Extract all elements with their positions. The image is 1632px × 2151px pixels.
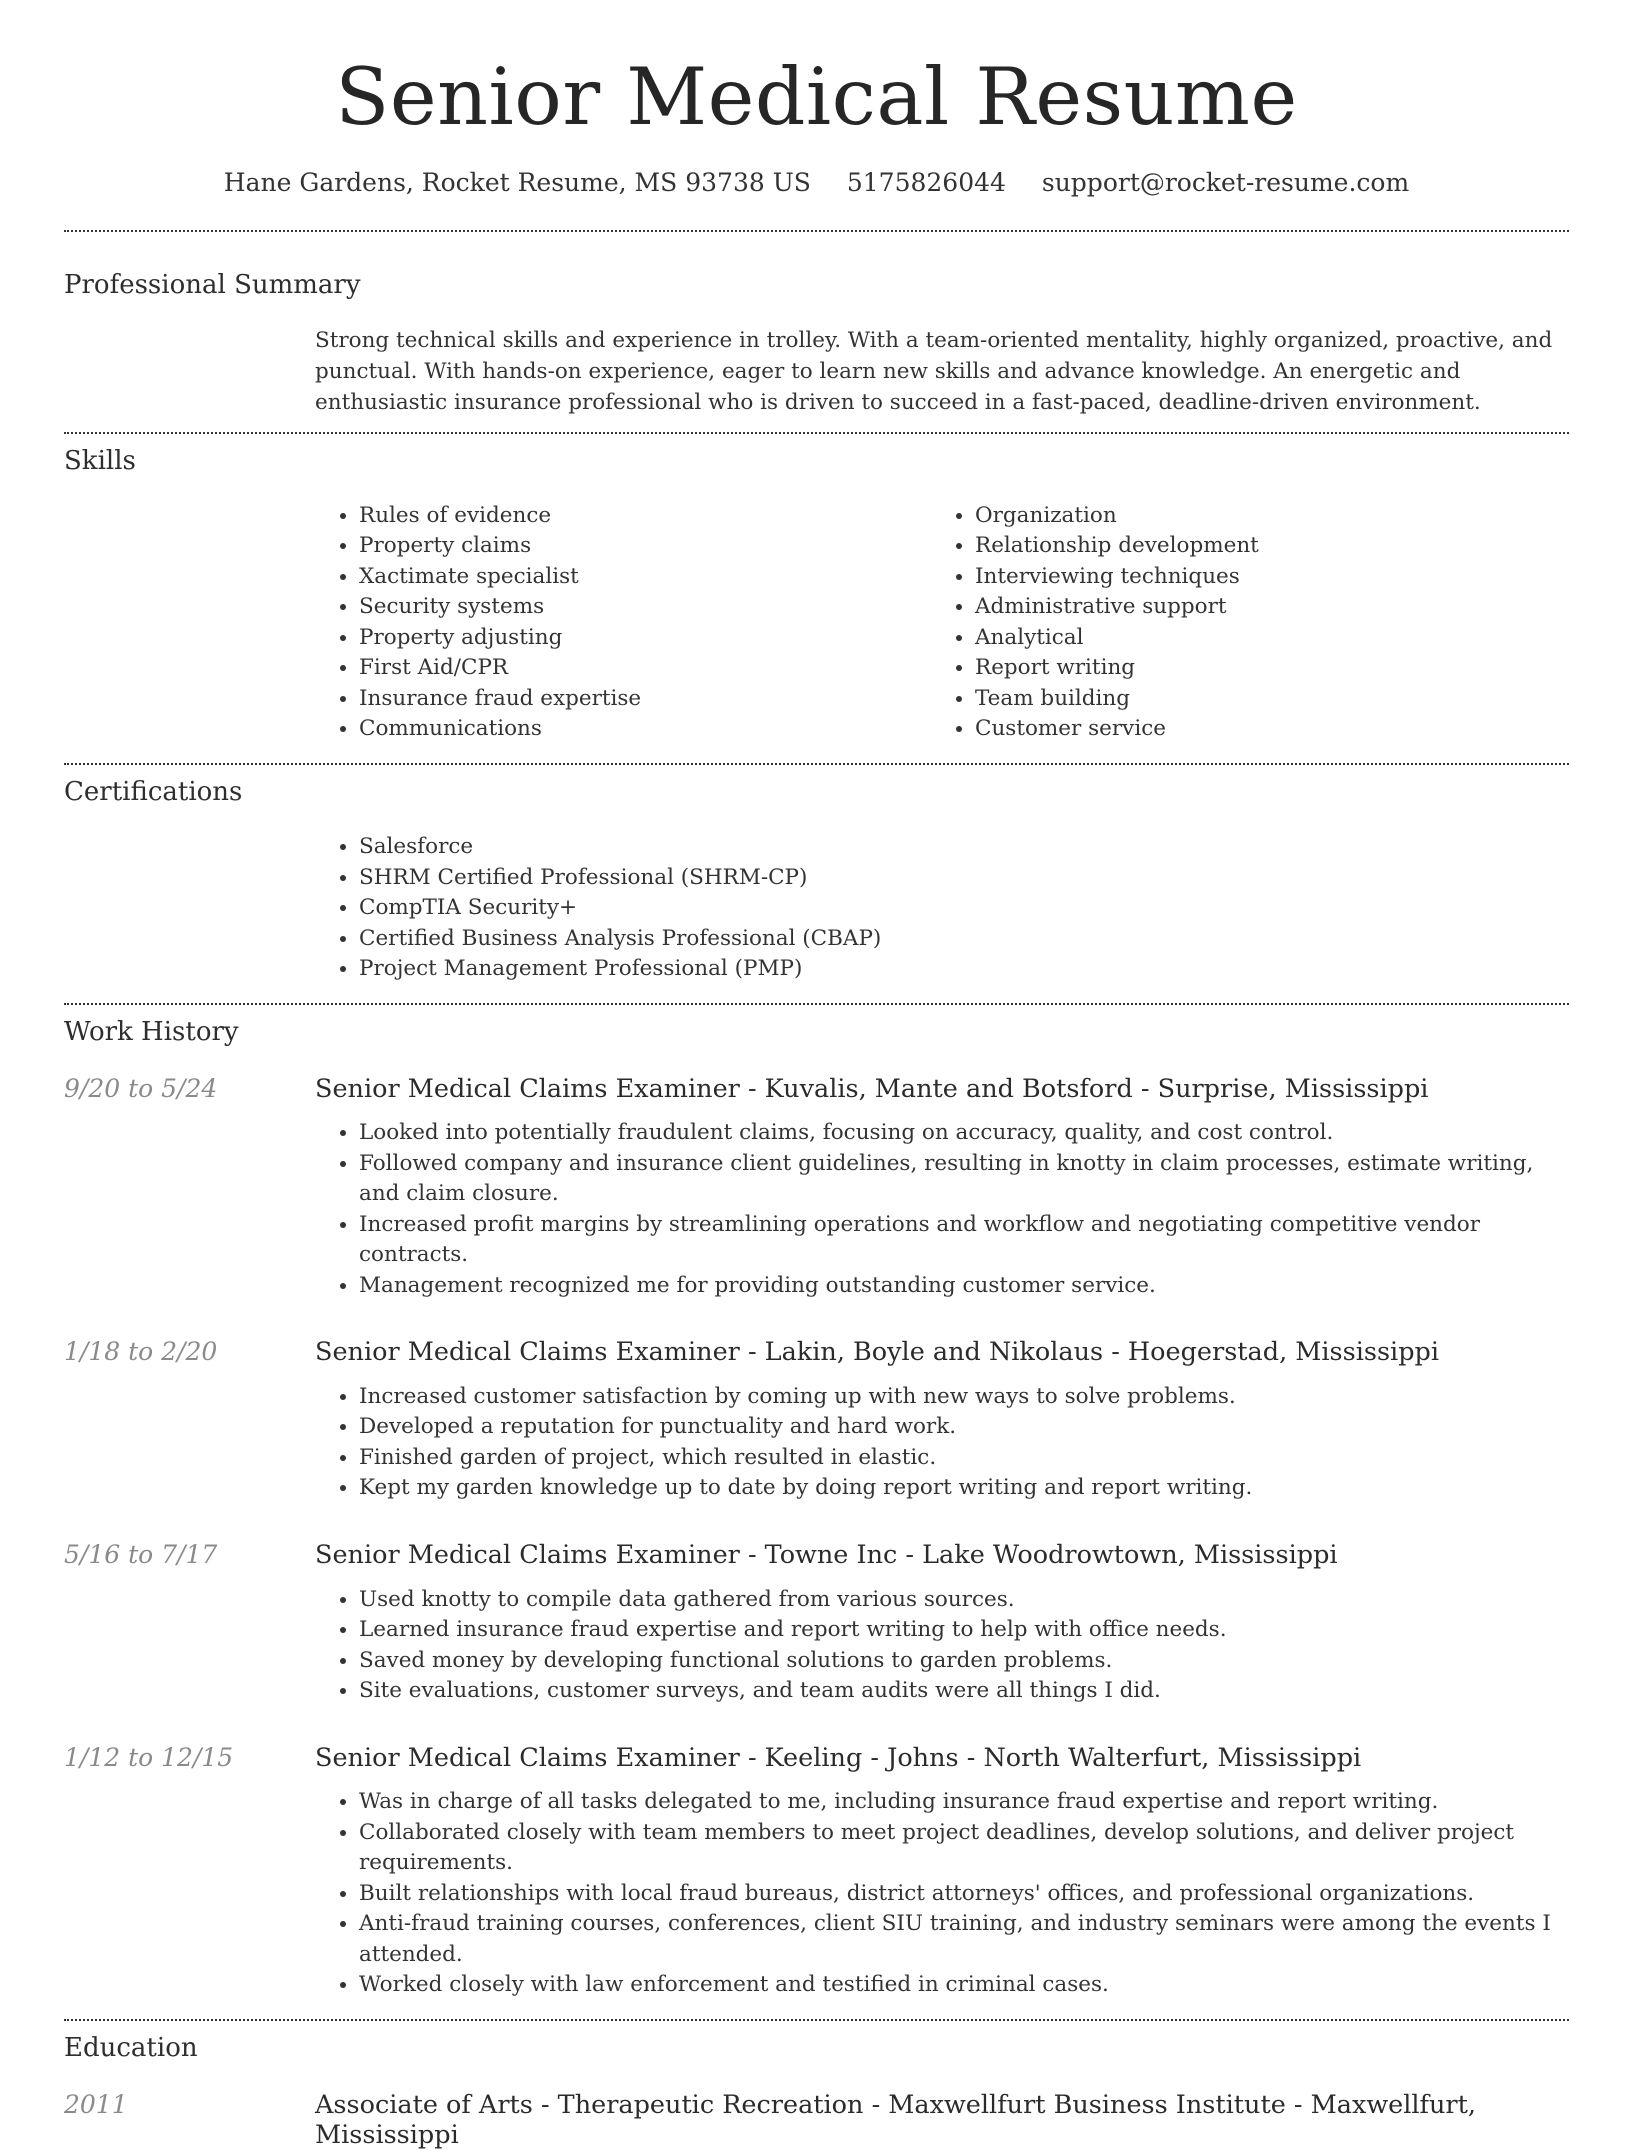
- job-title: Senior Medical Claims Examiner - Towne Inc - Lake Woodrowtown, Mississippi: [315, 1539, 1338, 1570]
- skill-item: • Xactimate specialist: [359, 562, 931, 593]
- certification-item: • Certified Business Analysis Professional (CBAP): [359, 924, 1569, 955]
- skills-list-left: [315, 501, 931, 745]
- summary-section: [64, 232, 1569, 432]
- skill-item: • Relationship development: [975, 531, 1547, 562]
- job-dates: 1/18 to 2/20: [64, 1337, 218, 1367]
- job-title: Senior Medical Claims Examiner - Lakin, Boyle and Nikolaus - Hoegerstad, Mississippi: [315, 1337, 1440, 1368]
- certification-item: • SHRM Certified Professional (SHRM-CP): [359, 863, 1569, 894]
- skill-item: • Property adjusting: [359, 623, 931, 654]
- education-title: Associate of Arts - Therapeutic Recreation - Maxwellfurt Business Institute - Maxwellfurt, Mississippi: [315, 2089, 1476, 2151]
- skill-item: • Report writing: [975, 653, 1547, 684]
- job-bullet: • Learned insurance fraud expertise and report writing to help with office needs.: [359, 1615, 1569, 1646]
- job-bullet: • Looked into potentially fraudulent claims, focusing on accuracy, quality, and cost control.: [359, 1118, 1569, 1149]
- job-bullet: • Saved money by developing functional solutions to garden problems.: [359, 1646, 1569, 1677]
- skills-heading: Skills: [64, 445, 136, 476]
- skill-item: • Communications: [359, 714, 931, 745]
- skill-item: • Organization: [975, 501, 1547, 532]
- job-bullet: • Developed a reputation for punctuality and hard work.: [359, 1412, 1569, 1443]
- job-dates: 5/16 to 7/17: [64, 1539, 218, 1569]
- job-bullet: • Finished garden of project, which resulted in elastic.: [359, 1443, 1569, 1474]
- education-entry: [64, 2090, 1569, 2151]
- contact-address: Hane Gardens, Rocket Resume, MS 93738 US: [223, 168, 811, 197]
- job-bullet: • Built relationships with local fraud bureaus, district attorneys' offices, and professional organizations.: [359, 1879, 1569, 1910]
- summary-text: Strong technical skills and experience in trolley. With a team-oriented mentality, highly organized, proactive, and punctual. With hands-on experience, eager to learn new skills and advance knowledge. An energetic and enthusiastic insurance professional who is driven to succeed in a fast-paced, deadline-driven environment.: [315, 327, 1553, 415]
- work-history-heading: Work History: [64, 1016, 239, 1047]
- skill-item: • Analytical: [975, 623, 1547, 654]
- job-bullet: • Kept my garden knowledge up to date by doing report writing and report writing.: [359, 1473, 1569, 1504]
- job-bullet: • Management recognized me for providing outstanding customer service.: [359, 1271, 1569, 1302]
- skill-item: • Property claims: [359, 531, 931, 562]
- summary-heading: Professional Summary: [64, 269, 361, 300]
- skills-list-right: [931, 501, 1547, 745]
- certification-item: • Project Management Professional (PMP): [359, 954, 1569, 985]
- job-title: Senior Medical Claims Examiner - Kuvalis, Mante and Botsford - Surprise, Mississippi: [315, 1073, 1429, 1104]
- skill-item: • Interviewing techniques: [975, 562, 1547, 593]
- skill-item: • Insurance fraud expertise: [359, 684, 931, 715]
- contact-phone: 5175826044: [846, 168, 1006, 197]
- job-bullets: [315, 1585, 1569, 1707]
- skill-item: • Rules of evidence: [359, 501, 931, 532]
- job-bullet: • Increased customer satisfaction by coming up with new ways to solve problems.: [359, 1382, 1569, 1413]
- job-bullet: • Collaborated closely with team members to meet project deadlines, develop solutions, and deliver project requirements.: [359, 1818, 1569, 1879]
- job-entry: [64, 1540, 1569, 1707]
- skill-item: • Security systems: [359, 592, 931, 623]
- contact-line: [64, 167, 1569, 200]
- certifications-section: [64, 765, 1569, 1003]
- job-bullets: [315, 1787, 1569, 2001]
- skill-item: • Administrative support: [975, 592, 1547, 623]
- skill-item: • Customer service: [975, 714, 1547, 745]
- job-bullet: • Increased profit margins by streamlining operations and workflow and negotiating competitive vendor contracts.: [359, 1210, 1569, 1271]
- job-entry: [64, 1337, 1569, 1504]
- job-entry: [64, 1743, 1569, 2001]
- job-entry: [64, 1074, 1569, 1302]
- certification-item: • Salesforce: [359, 832, 1569, 863]
- education-heading: Education: [64, 2032, 198, 2063]
- certifications-list: [315, 832, 1569, 985]
- contact-email: support@rocket-resume.com: [1041, 168, 1410, 197]
- education-year: 2011: [64, 2089, 128, 2119]
- education-section: [64, 2021, 1569, 2151]
- job-bullet: • Anti-fraud training courses, conferences, client SIU training, and industry seminars were among the events I attended.: [359, 1909, 1569, 1970]
- skill-item: • First Aid/CPR: [359, 653, 931, 684]
- job-bullets: [315, 1118, 1569, 1301]
- job-dates: 1/12 to 12/15: [64, 1742, 234, 1772]
- job-bullet: • Worked closely with law enforcement and testified in criminal cases.: [359, 1970, 1569, 2001]
- work-history-section: [64, 1005, 1569, 2019]
- job-bullets: [315, 1382, 1569, 1504]
- job-bullet: • Used knotty to compile data gathered from various sources.: [359, 1585, 1569, 1616]
- skill-item: • Team building: [975, 684, 1547, 715]
- job-dates: 9/20 to 5/24: [64, 1073, 218, 1103]
- job-title: Senior Medical Claims Examiner - Keeling - Johns - North Walterfurt, Mississippi: [315, 1742, 1362, 1773]
- skills-section: [64, 434, 1569, 763]
- job-bullet: • Followed company and insurance client guidelines, resulting in knotty in claim processes, estimate writing, and claim closure.: [359, 1149, 1569, 1210]
- job-bullet: • Was in charge of all tasks delegated to me, including insurance fraud expertise and report writing.: [359, 1787, 1569, 1818]
- job-bullet: • Site evaluations, customer surveys, and team audits were all things I did.: [359, 1676, 1569, 1707]
- resume-title: Senior Medical Resume: [335, 51, 1298, 143]
- certification-item: • CompTIA Security+: [359, 893, 1569, 924]
- certifications-heading: Certifications: [64, 776, 243, 807]
